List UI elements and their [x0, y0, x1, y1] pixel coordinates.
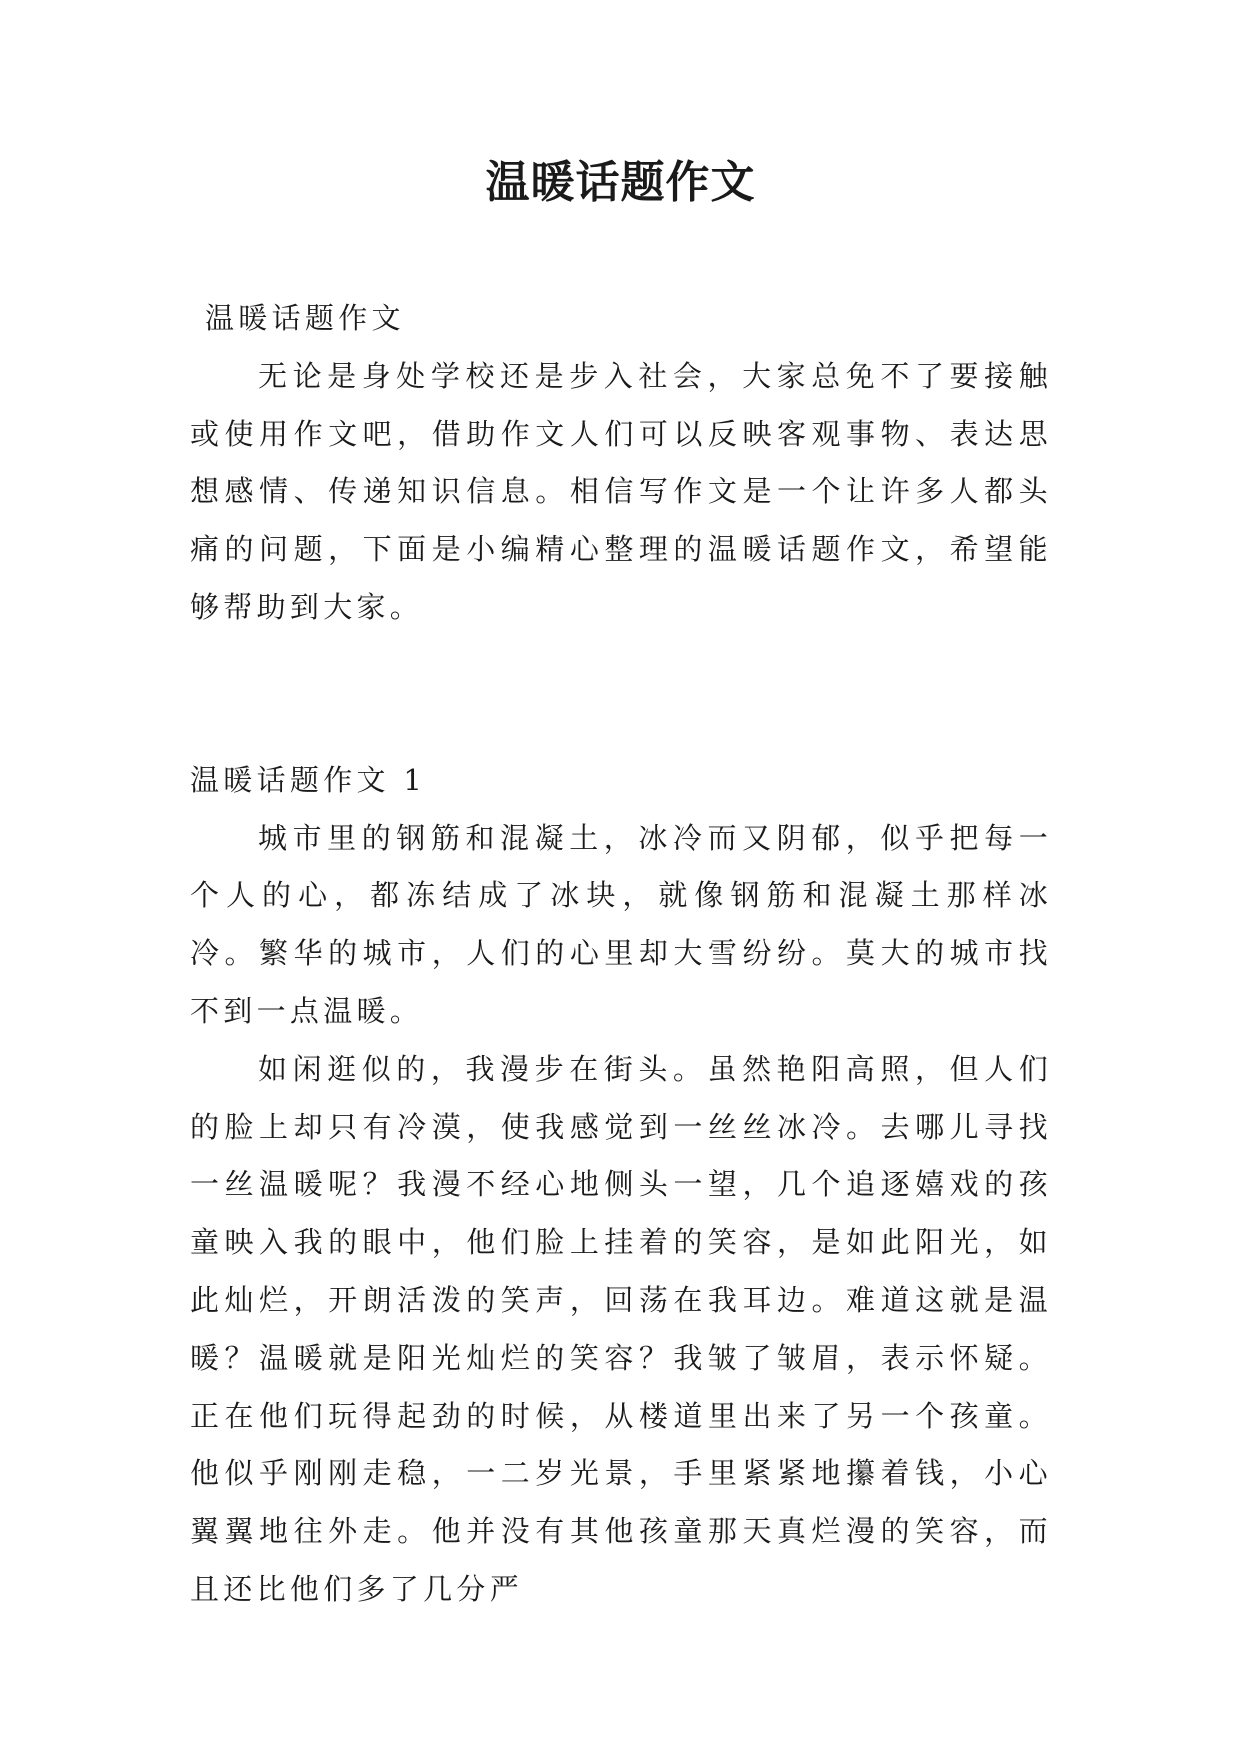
document-body [190, 290, 1052, 1619]
section-spacer [190, 637, 1052, 752]
section-heading: 温暖话题作文 1 [190, 762, 427, 797]
intro-heading: 温暖话题作文 [205, 301, 405, 335]
intro-paragraph: 无论是身处学校还是步入社会，大家总免不了要接触或使用作文吧，借助作文人们可以反映客观事物、表达思想感情、传递知识信息。相信写作文是一个让许多人都头痛的问题，下面是小编精心整理的温暖话题作文，希望能够帮助到大家。 [190, 358, 1052, 624]
body-paragraph: 城市里的钢筋和混凝土，冰冷而又阴郁，似乎把每一个人的心，都冻结成了冰块，就像钢筋和混凝土那样冰冷。繁华的城市，人们的心里却大雪纷纷。莫大的城市找不到一点温暖。 [190, 820, 1052, 1028]
body-paragraph: 如闲逛似的，我漫步在街头。虽然艳阳高照，但人们的脸上却只有冷漠，使我感觉到一丝丝冰冷。去哪儿寻找一丝温暖呢？我漫不经心地侧头一望，几个追逐嬉戏的孩童映入我的眼中，他们脸上挂着的笑容，是如此阳光，如此灿烂，开朗活泼的笑声，回荡在我耳边。难道这就是温暖？温暖就是阳光灿烂的笑容？我皱了皱眉，表示怀疑。正在他们玩得起劲的时候，从楼道里出来了另一个孩童。他似乎刚刚走稳，一二岁光景，手里紧紧地攥着钱，小心翼翼地往外走。他并没有其他孩童那天真烂漫的笑容，而且还比他们多了几分严 [190, 1051, 1052, 1606]
document-title: 温暖话题作文 [485, 157, 756, 208]
